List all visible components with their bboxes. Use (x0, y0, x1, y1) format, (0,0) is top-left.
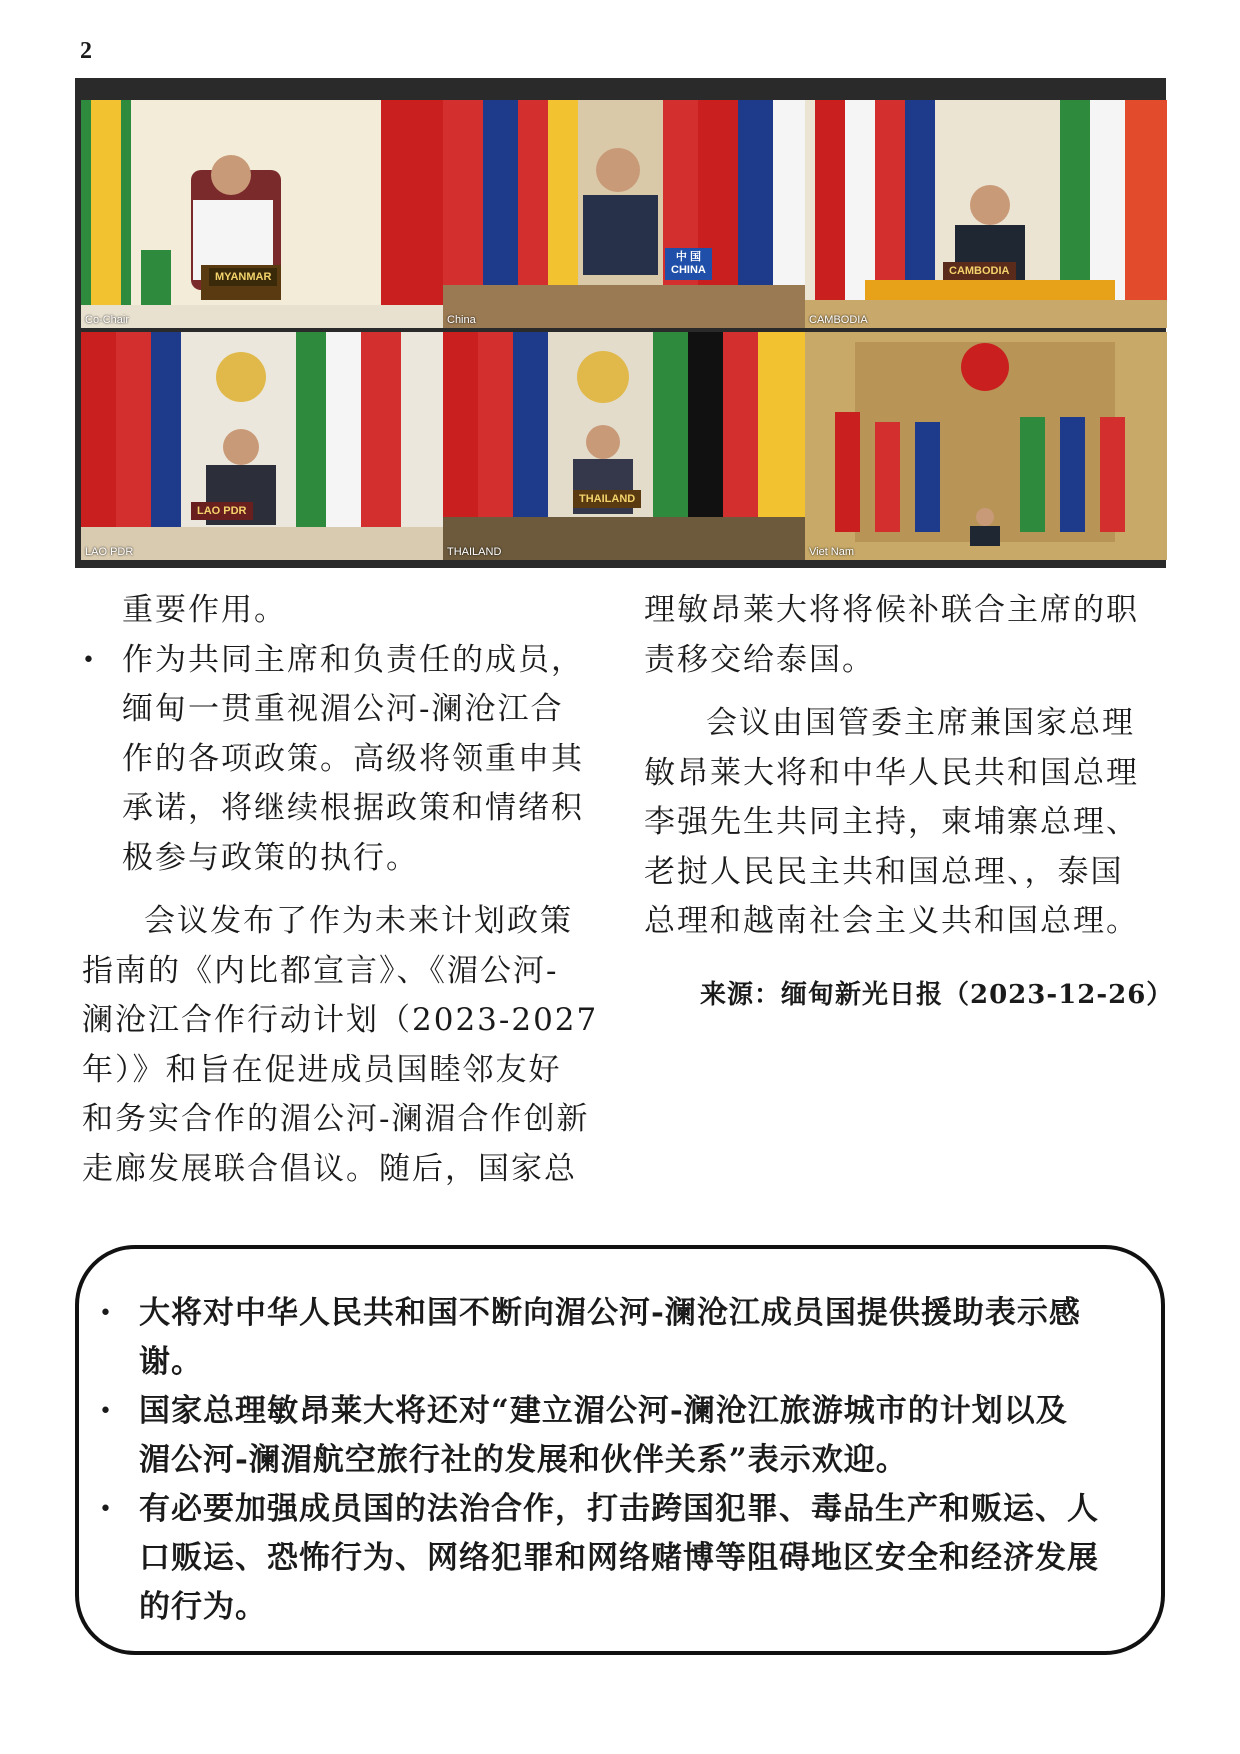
china-scene (443, 100, 805, 328)
paragraph-line: 走廊发展联合倡议。随后，国家总 (82, 1150, 577, 1187)
bullet-line: 缅甸一贯重视湄公河-澜沧江合 (122, 691, 564, 727)
bullet-dot-icon: • (99, 1301, 113, 1326)
nameplate-thailand: THAILAND (573, 490, 641, 508)
cambodia-scene (805, 100, 1167, 328)
tile-label-cambodia: CAMBODIA (809, 314, 868, 326)
tile-label-vietnam: Viet Nam (809, 546, 855, 558)
nameplate-china-cn: 中 国 (675, 251, 701, 263)
bullet-line: 作为共同主席和负责任的成员， (122, 641, 584, 678)
highlight-line: 的行为。 (139, 1589, 267, 1625)
left-column (82, 586, 607, 1194)
paragraph (82, 897, 607, 1194)
paragraph-line: 会议发布了作为未来计划政策 (144, 903, 573, 939)
bullet-item (82, 636, 607, 884)
highlight-item (99, 1387, 1131, 1485)
thailand-scene (443, 332, 805, 560)
paragraph (644, 699, 1164, 947)
paragraph-line: 老挝人民民主共和国总理、，泰国 (644, 853, 1124, 890)
photo-tile-thailand (443, 332, 805, 560)
nameplate-lao: LAO PDR (191, 502, 253, 520)
photo-tile-china (443, 100, 805, 328)
continuation-line: 理敏昂莱大将将候补联合主席的职 (644, 592, 1139, 628)
tile-label-thailand: THAILAND (447, 546, 502, 558)
nameplate-china (665, 248, 712, 280)
highlight-line: 口贩运、恐怖行为、网络犯罪和网络赌博等阻碍地区安全和经济发展 (139, 1540, 1099, 1576)
nameplate-cambodia: CAMBODIA (943, 262, 1016, 280)
paragraph-line: 和务实合作的湄公河-澜湄合作创新 (82, 1101, 590, 1137)
bullet-dot-icon: • (99, 1399, 113, 1424)
paragraph-line: 澜沧江合作行动计划（2023-2027 (82, 1002, 599, 1038)
paragraph-line: 会议由国管委主席兼国家总理 (706, 705, 1135, 741)
paragraph-line: 李强先生共同主持，柬埔寨总理、 (644, 804, 1139, 840)
photo-tile-vietnam (805, 332, 1167, 560)
photo-tile-cambodia (805, 100, 1167, 328)
bullet-line: 作的各项政策。高级将领重申其 (122, 740, 584, 777)
tile-label-lao: LAO PDR (85, 546, 134, 558)
paragraph-line: 年）》和旨在促进成员国睦邻友好 (82, 1051, 562, 1088)
bullet-line: 承诺，将继续根据政策和情绪积 (122, 790, 584, 826)
page-number: 2 (80, 38, 92, 64)
highlight-line: 国家总理敏昂莱大将还对“建立湄公河-澜沧江旅游城市的计划以及 (139, 1393, 1068, 1429)
highlight-line: 湄公河-澜湄航空旅行社的发展和伙伴关系”表示欢迎。 (139, 1442, 908, 1478)
continuation-line: 责移交给泰国。 (644, 641, 875, 678)
bullet-dot-icon: • (82, 647, 97, 673)
tile-label-china: China (447, 314, 476, 326)
nameplate-myanmar: MYANMAR (209, 268, 277, 286)
photo-tile-myanmar (81, 100, 443, 328)
paragraph-line: 敏昂莱大将和中华人民共和国总理 (644, 754, 1139, 791)
nameplate-china-en: CHINA (671, 264, 706, 276)
photo-tile-lao (81, 332, 443, 560)
highlight-box (75, 1245, 1165, 1655)
tile-label-co-chair: Co-Chair (85, 314, 130, 326)
highlight-list (99, 1289, 1131, 1632)
vietnam-scene (805, 332, 1167, 560)
lao-scene (81, 332, 443, 560)
continuation-text: 重要作用。 (122, 592, 287, 628)
right-column (644, 586, 1164, 947)
bullet-line: 极参与政策的执行。 (122, 839, 419, 876)
highlight-line: 大将对中华人民共和国不断向湄公河-澜沧江成员国提供援助表示感 (139, 1295, 1081, 1331)
paragraph-line: 指南的《内比都宣言》、《湄公河- (82, 952, 559, 989)
highlight-item (99, 1485, 1131, 1632)
highlight-item (99, 1289, 1131, 1387)
paragraph-line: 总理和越南社会主义共和国总理。 (644, 903, 1139, 939)
source-citation: 来源：缅甸新光日报（2023-12-26） (700, 980, 1174, 1010)
bullet-dot-icon: • (99, 1497, 113, 1522)
highlight-line: 有必要加强成员国的法治合作，打击跨国犯罪、毒品生产和贩运、人 (139, 1491, 1099, 1527)
video-conference-photo (75, 78, 1166, 568)
highlight-line: 谢。 (139, 1344, 203, 1380)
myanmar-scene (81, 100, 443, 328)
